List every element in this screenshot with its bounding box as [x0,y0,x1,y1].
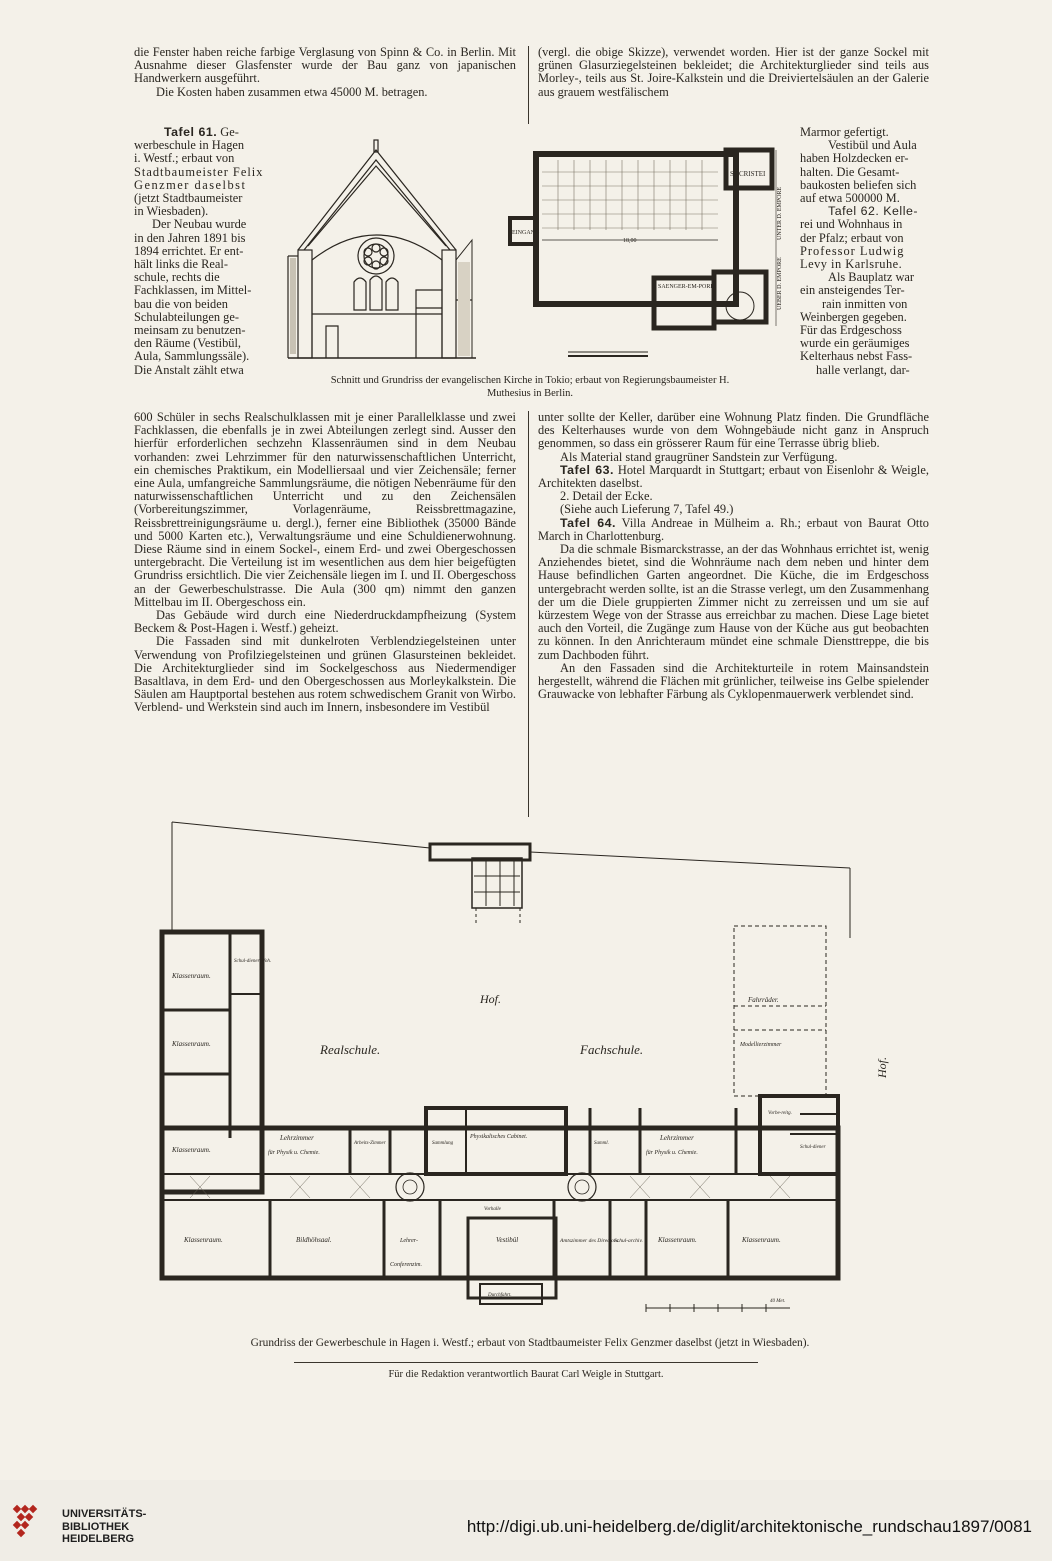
paragraph: Da die schmale Bismarckstrasse, an der das Wohnhaus errichtet ist, wenig Anziehendes bietet, sind die Wohnräume nach dem neben und hinter dem Hause befindlichen Garten angeordnet. Die Küche, die im Erdgeschoss untergebracht werden sollte, ist an die Strasse verlegt, um den Zusammenhang der um die Diele gruppierten Zimmer nicht zu zerreissen und um sie auf kürzestem Wege von der Strasse aus erreichbar zu machen. Diese Lage bietet auch den Vorteil, die Zugänge zum Hause von der Küche aus gut beobachten zu können. In den Anrichteraum mündet eine schmale Diensttreppe, die bis zum Dachboden führt. [538,542,929,662]
paragraph: Als Material stand graugrüner Sandstein zur Verfügung. [560,449,838,464]
paragraph: 2. Detail der Ecke. [560,489,653,504]
text-line: Aula, Sammlungssäle). [134,349,250,364]
text-line: den Räume (Vestibül, [134,336,242,351]
text-line: meinsam zu benutzen- [134,323,246,338]
library-name-line: HEIDELBERG [62,1533,135,1545]
text-line: wurde ein geräumiges [800,336,910,351]
text-line: haben Holzdecken er- [800,151,909,166]
paragraph: (Siehe auch Lieferung 7, Tafel 49.) [560,502,734,517]
klassenraum-right-label: Klassenraum. [742,1236,781,1244]
klassenraum-right-label: Klassenraum. [658,1236,697,1244]
tafel63-label: Tafel 63. [560,462,614,477]
eingang-label: EINGANG [512,230,540,236]
mid-right-column [538,411,929,701]
plan-caption [150,1337,910,1350]
paragraph: 600 Schüler in sechs Realschulklassen mit je einer Parallelklasse und zwei Fachklassen, die ebenfalls je in zwei Abteilungen zerlegt sind. Ausser den hierfür erforderlichen sechzehn Klassenräumen sind in dem Neubau vorhanden: zwei Lehrzimmer für den naturwissenschaftlichen Unterricht, ein chemisches Praktikum, ein Modelliersaal und vier Zeichensäle; ferner eine Aula, umfangreiche Sammlungsräume, die nötigen Nebenräume für den naturwissenschaftlichen Unterricht und zu den Zeichensälen (Vorbereitungszimmer, Vorlagenräume, Reissbrettmagazine, Reissbrettreinigungsräume u. dergl.), ferner eine Bibliothek (35000 Bände und 5000 Karten etc.), Verwaltungsräume und eine Schuldienerwohnung. Diese Räume sind in einem Sockel-, einem Erd- und zwei Obergeschossen untergebracht. Die Verteilung ist im wesentlichen aus dem hier beigefügten Grundriss ersichtlich. Die vier Zeichensäle liegen im I. und II. Obergeschoss an der Gewerbeschulstrasse. Die Aula (300 qm) nimmt den ganzen Mittelbau im II. Obergeschoss ein. [134,410,516,609]
column-divider [528,411,529,817]
paragraph: unter sollte der Keller, darüber eine Wohnung Platz finden. Die Grundfläche des Kelterhauses wurde von dem Wohngebäude nicht ganz in Anspruch genommen, so dass ein grösserer Raum für eine Terrasse übrig blieb. [538,410,929,451]
schularchiv-label: Schul-archiv. [614,1238,643,1244]
school-floor-plan [150,818,910,1318]
arbeits-label: Arbeits-Zimmer [354,1141,386,1146]
text-line: Levy in Karlsruhe. [800,257,903,272]
text-line: Für das Erdgeschoss [800,323,902,338]
text-line: Fachklassen, im Mittel- [134,283,252,298]
column-divider [528,46,529,124]
fachschule-label: Fachschule. [580,1042,644,1057]
text-line: (jetzt Stadtbaumeister [134,191,243,206]
durchfahrt-label: Durchfahrt. [488,1293,512,1298]
text-line: in Wiesbaden). [134,204,209,219]
church-section-drawing [288,140,476,358]
text-line: Der Neubau wurde [152,217,247,232]
vestibul-label: Vestibül [496,1236,519,1244]
sammlung-label: Sammlung [432,1141,454,1146]
text-line: rei und Wohnhaus in [800,217,903,232]
tafel63-text: Hotel Marquardt in Stuttgart; erbaut von Eisenlohr & Weigle, Architekten daselbst. [538,462,929,491]
text-line: werbeschule in Hagen [134,138,245,153]
text-line: schule, rechts die [134,270,220,285]
sammlung-right-label: Samml. [594,1141,609,1146]
footer-note-text: Für die Redaktion verantwortlich Baurat Carl Weigle in Stuttgart. [388,1369,664,1380]
sacristei-label: SACRISTEI [730,170,766,178]
amtszimmer-label: Amtszimmer des Directors. [560,1238,620,1244]
text-line: Professor Ludwig [800,243,905,258]
top-right-column [538,46,929,99]
library-logo-icon [12,1500,52,1540]
tafel64-label: Tafel 64. [560,515,616,530]
schuldiener-label: Schul-diener-Woh. [234,959,272,964]
klassenraum-label: Klassenraum. [172,1146,211,1154]
text-line: Genzmer daselbst [134,177,247,192]
physikalisches-label: Physikalisches Cabinet. [470,1134,528,1140]
church-caption [330,374,730,400]
text-line: Vestibül und Aula [828,138,917,153]
modellierzimmer-label: Modellierzimmer [740,1042,782,1048]
klassenraum-label: Klassenraum. [184,1236,223,1244]
plan-caption-text: Grundriss der Gewerbeschule in Hagen i. Westf.; erbaut von Stadtbaumeister Felix Genzmer daselbst (jetzt in Wiesbaden). [250,1337,810,1349]
saenger-label: SAENGER-EM-PORE [658,284,715,290]
paragraph: Das Gebäude wird durch eine Niederdruckdampfheizung (System Beckem & Post-Hagen i. Westf.) geheizt. [134,608,516,636]
paragraph: die Fenster haben reiche farbige Verglasung von Spinn & Co. in Berlin. Mit Ausnahme dieser Glasfenster wurde der Bau ganz von japanischen Handwerkern ausgeführt. [134,45,516,86]
tafel61-label: Tafel 61. [164,125,218,139]
ueber-empore-label: UEBER D. EMPORE [777,257,783,310]
scale-label: 40 Met. [770,1299,786,1304]
footer-note [250,1368,802,1381]
text-line: Ge- [220,125,239,139]
vorbereitung-label: Vorbe-reitg. [768,1111,792,1116]
unter-empore-label: UNTER D. EMPORE [777,186,783,240]
lehrzimmer-right-label: Lehrzimmer [660,1134,694,1142]
schuldiener-right-label: Schul-diener [800,1145,826,1150]
text-line: in den Jahren 1891 bis [134,230,246,245]
text-line: hält links die Real- [134,257,228,272]
fahrrad-label: Fahrräder. [748,996,779,1004]
text-line: auf etwa 500000 M. [800,191,900,206]
mid-left-column [134,411,516,715]
text-line: Als Bauplatz war [828,270,915,285]
text-line: i. Westf.; erbaut von [134,151,235,166]
text-line: rain inmitten von [822,296,908,311]
vorhalle-label: Vorhalle [484,1207,501,1212]
klassenraum-label: Klassenraum. [172,972,211,980]
paragraph: Die Fassaden sind mit dunkelroten Verblendziegelsteinen unter Verwendung von Profilziegelsteinen und grünen Glasursteinen bekleidet. Die Architekturglieder sind im Sockelgeschoss aus Niedermendiger Basaltlava, in dem Erd- und den Obergeschossen aus Morleykalkstein. Die Säulen am Hauptportal bestehen aus rotem schwedischem Granit von Wirbo. Verblend- und Werkstein sind auch im Innern, insbesondere im Vestibül [134,634,516,715]
text-line: Tafel 62. Kelle- [828,204,918,219]
text-line: Stadtbaumeister Felix [134,164,264,179]
library-name-line: BIBLIOTHEK [62,1520,130,1533]
paragraph: (vergl. die obige Skizze), verwendet worden. Hier ist der ganze Sockel mit grünen Glasurziegelsteinen bekleidet; die Architekturglieder sind teils aus Morley-, teils aus St. Joire-Kalkstein und die Dreiviertelsäulen an der Galerie aus grauem westfälischem [538,45,929,99]
text-line: Weinbergen gegeben. [800,309,907,324]
text-line: Kelterhaus nebst Fass- [800,349,913,364]
paragraph: Die Kosten haben zusammen etwa 45000 M. betragen. [156,84,428,99]
text-line: Marmor gefertigt. [800,125,889,139]
text-line: halten. Die Gesamt- [800,164,900,179]
permalink-url[interactable]: http://digi.ub.uni-heidelberg.de/diglit/architektonische_rundschau1897/0081 [466,1517,1032,1536]
hof-right-label: Hof. [875,1057,889,1078]
physik-right-label: für Physik u. Chemie. [646,1150,698,1156]
church-caption-text: Schnitt und Grundriss der evangelischen Kirche in Tokio; erbaut von Regierungsbaumeister H. Muthesius in Berlin. [330,375,730,399]
text-line: Schulabteilungen ge- [134,309,239,324]
library-footer [0,1480,1052,1561]
zeichensaal-label: Bildhöhsaal. [296,1236,332,1244]
paragraph: An den Fassaden sind die Architekturteile in rotem Mainsandstein hergestellt, während die Flächen mit grünlicher, teilweise ins Gelbe spielender Grauwacke von lebhafter Färbung als Cyklopenmauerwerk verblendet sind. [538,660,929,702]
hof-label: Hof. [480,992,501,1006]
right-narrow-column [800,126,932,377]
text-line: der Pfalz; erbaut von [800,230,904,245]
church-plan-drawing [510,150,776,356]
text-line: 1894 errichtet. Er ent- [134,243,244,258]
text-line: Die Anstalt zählt etwa [134,362,244,377]
library-name-line: UNIVERSITÄTS- [62,1508,147,1520]
text-line: bau die von beiden [134,296,228,311]
dimension-label: 18,00 [623,238,637,244]
top-left-column [134,46,516,99]
text-line: halle verlangt, dar- [816,362,910,377]
lehrzimmer-left-label: Lehrzimmer [280,1134,314,1142]
realschule-label: Realschule. [320,1042,381,1057]
lehrer-label: Lehrer- [400,1238,418,1244]
text-line: baukosten beliefen sich [800,177,917,192]
tafel64-text: Villa Andreae in Mülheim a. Rh.; erbaut von Baurat Otto March in Charlottenburg. [538,515,930,543]
footer-rule [294,1362,758,1363]
physik-left-label: für Physik u. Chemie. [268,1150,320,1156]
library-name [62,1508,146,1546]
church-drawings [278,130,798,370]
text-line: ein ansteigendes Ter- [800,283,905,298]
klassenraum-label: Klassenraum. [172,1040,211,1048]
conferenz-label: Conferenzim. [390,1262,422,1268]
tafel61-column [134,126,264,377]
